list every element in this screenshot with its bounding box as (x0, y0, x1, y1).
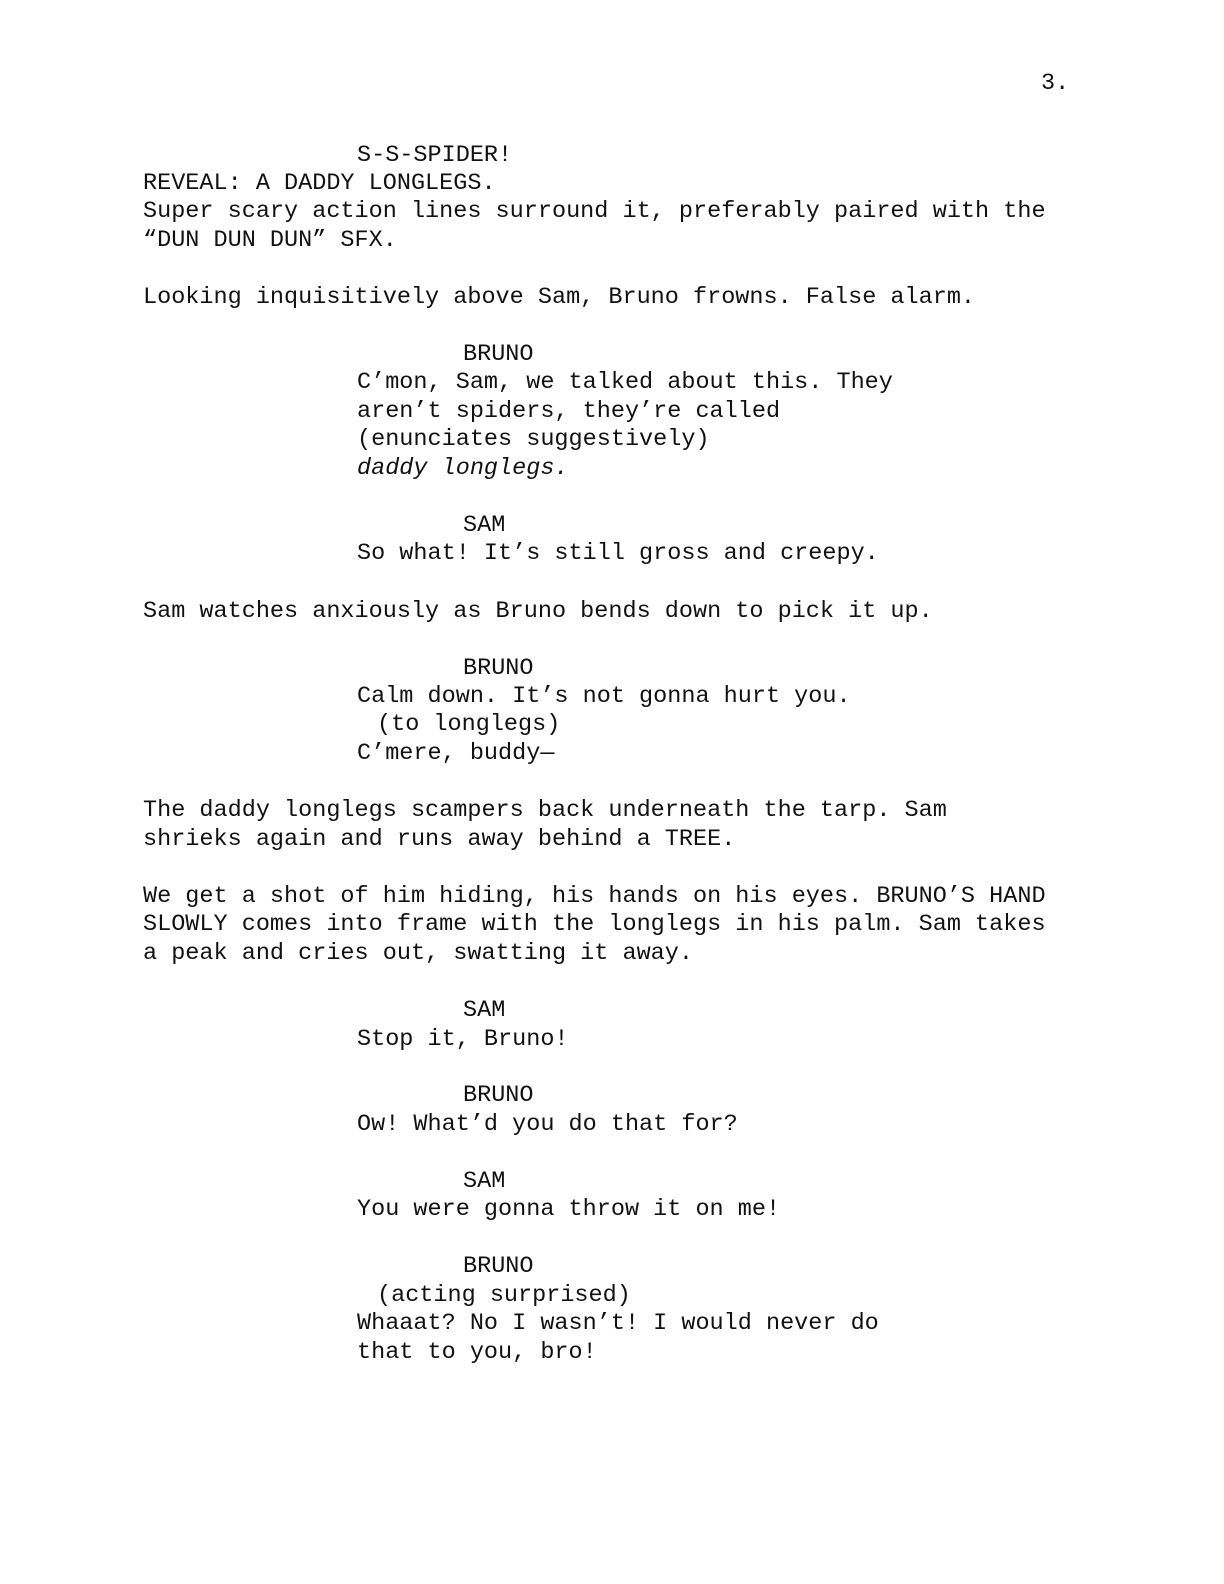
dialogue-line: You were gonna throw it on me! (357, 1196, 781, 1223)
action-line: Super scary action lines surround it, preferably paired with the (143, 198, 1046, 225)
dialogue-line: So what! It’s still gross and creepy. (357, 540, 879, 567)
action-line: SLOWLY comes into frame with the longlegs in his palm. Sam takes (143, 911, 1046, 938)
dialogue-line: that to you, bro! (357, 1339, 597, 1366)
dialogue-line: daddy longlegs. (357, 455, 569, 482)
action-line: Looking inquisitively above Sam, Bruno frowns. False alarm. (143, 284, 976, 311)
character-name: SAM (463, 1168, 506, 1195)
dialogue-line: aren’t spiders, they’re called (357, 398, 781, 425)
character-name: BRUNO (463, 1082, 534, 1109)
parenthetical: (to longlegs) (377, 711, 561, 738)
character-name: BRUNO (463, 1253, 534, 1280)
action-line: Sam watches anxiously as Bruno bends down to pick it up. (143, 598, 933, 625)
action-line: shrieks again and runs away behind a TREE. (143, 826, 736, 853)
dialogue-line: Ow! What’d you do that for? (357, 1111, 738, 1138)
action-line: REVEAL: A DADDY LONGLEGS. (143, 170, 496, 197)
dialogue-line: Whaaat? No I wasn’t! I would never do (357, 1310, 879, 1337)
action-line: The daddy longlegs scampers back underneath the tarp. Sam (143, 797, 947, 824)
dialogue-line: S-S-SPIDER! (357, 142, 513, 169)
dialogue-line: C’mere, buddy— (357, 740, 555, 767)
action-line: We get a shot of him hiding, his hands on his eyes. BRUNO’S HAND (143, 883, 1046, 910)
dialogue-line: Calm down. It’s not gonna hurt you. (357, 683, 851, 710)
dialogue-line: Stop it, Bruno! (357, 1026, 569, 1053)
dialogue-line: C’mon, Sam, we talked about this. They (357, 369, 893, 396)
character-name: SAM (463, 997, 506, 1024)
character-name: SAM (463, 512, 506, 539)
character-name: BRUNO (463, 655, 534, 682)
action-line: “DUN DUN DUN” SFX. (143, 227, 397, 254)
action-line: a peak and cries out, swatting it away. (143, 940, 693, 967)
character-name: BRUNO (463, 341, 534, 368)
parenthetical: (acting surprised) (377, 1282, 631, 1309)
parenthetical: (enunciates suggestively) (357, 426, 710, 453)
page-number: 3. (1041, 70, 1070, 97)
